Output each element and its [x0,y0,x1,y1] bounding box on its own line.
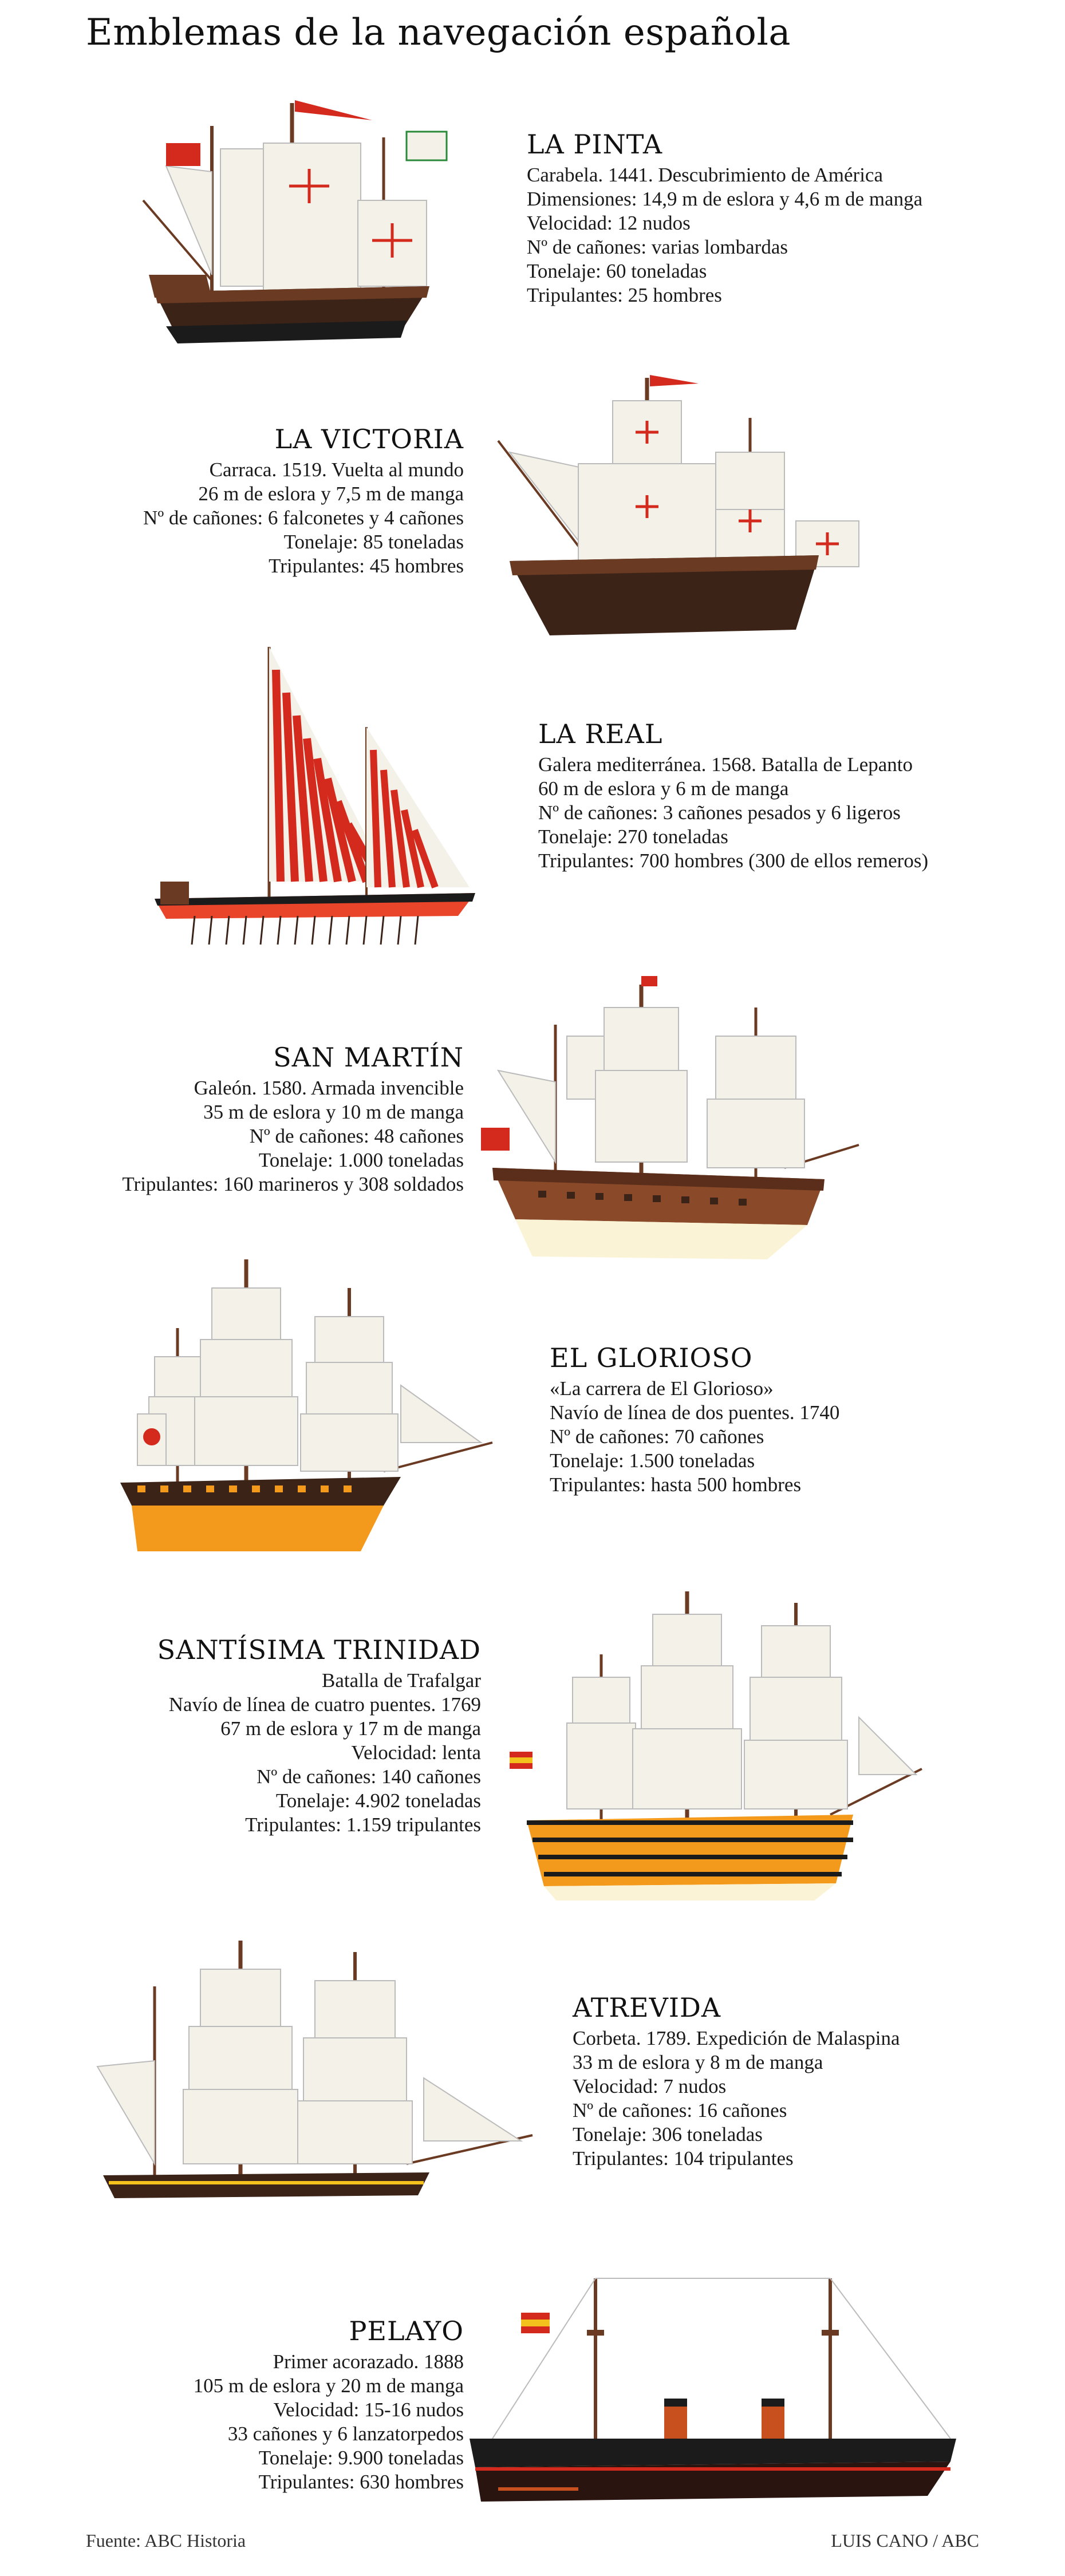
ship-detail: 67 m de eslora y 17 m de manga [220,1717,481,1740]
ship-name: LA VICTORIA [274,424,464,455]
ship-illustration-el-glorioso [115,1254,515,1563]
ship-illustration-atrevida [86,1935,544,2233]
ship-detail: Dimensiones: 14,9 m de eslora y 4,6 m de manga [527,188,923,210]
ship-illustration-santisima-trinidad [510,1580,939,1901]
ship-info-atrevida [573,1992,1008,2171]
ship-detail: 35 m de eslora y 10 m de manga [203,1101,464,1123]
ship-detail: Navío de línea de dos puentes. 1740 [550,1401,840,1424]
ship-detail: Primer acorazado. 1888 [273,2350,464,2373]
ship-detail: Nº de cañones: 48 cañones [249,1125,464,1147]
ship-illustration-san-martin [481,973,870,1271]
ship-detail: Tripulantes: 25 hombres [527,284,722,306]
ship-detail: Nº de cañones: 70 cañones [550,1425,764,1448]
ship-info-la-real [538,718,973,873]
ship-detail: Tonelaje: 4.902 toneladas [275,1789,481,1812]
ship-illustration-pelayo [458,2267,973,2513]
ship-detail: Tripulantes: 1.159 tripulantes [245,1814,481,1836]
source-caption: Fuente: ABC Historia [86,2530,246,2551]
ship-detail: Tonelaje: 1.500 toneladas [550,1449,755,1472]
ship-illustration-la-victoria [475,366,876,647]
ship-detail: Nº de cañones: 140 cañones [257,1765,481,1788]
ship-detail: 105 m de eslora y 20 m de manga [193,2374,464,2397]
ship-illustration-la-real [149,635,504,956]
ship-detail: 33 m de eslora y 8 m de manga [573,2051,823,2073]
ship-detail: Velocidad: 7 nudos [573,2075,727,2097]
ship-detail: 33 cañones y 6 lanzatorpedos [227,2423,464,2445]
ship-detail: Tripulantes: 45 hombres [269,555,464,577]
ship-detail: Galera mediterránea. 1568. Batalla de Lepanto [538,753,913,776]
ship-name: LA REAL [538,718,663,749]
ship-detail: Tonelaje: 85 toneladas [283,531,464,553]
ship-info-pelayo [29,2316,464,2494]
ship-detail: Corbeta. 1789. Expedición de Malaspina [573,2027,900,2049]
author-credit: LUIS CANO / ABC [831,2530,979,2551]
ship-detail: Tonelaje: 270 toneladas [538,825,728,848]
ship-detail: Velocidad: 12 nudos [527,212,691,234]
ship-detail: Tripulantes: hasta 500 hombres [550,1473,802,1496]
ship-name: EL GLORIOSO [550,1342,753,1373]
ship-info-la-pinta [527,129,962,307]
ship-detail: Tripulantes: 700 hombres (300 de ellos remeros) [538,850,929,872]
ship-info-santisima-trinidad [46,1634,481,1837]
ship-detail: Velocidad: lenta [351,1741,481,1764]
ship-detail: «La carrera de El Glorioso» [550,1377,774,1400]
ship-name: ATREVIDA [573,1992,721,2023]
ship-detail: Nº de cañones: varias lombardas [527,236,788,258]
page-title: Emblemas de la navegación española [86,11,791,54]
ship-info-san-martin [29,1042,464,1196]
ship-name: LA PINTA [527,129,663,160]
ship-detail: 60 m de eslora y 6 m de manga [538,777,789,800]
ship-detail: Navío de línea de cuatro puentes. 1769 [168,1693,481,1716]
ship-detail: Nº de cañones: 6 falconetes y 4 cañones [143,507,464,529]
ship-detail: Tonelaje: 9.900 toneladas [258,2447,464,2469]
ship-detail: Tripulantes: 104 tripulantes [573,2147,794,2170]
ship-name: SANTÍSIMA TRINIDAD [157,1634,481,1665]
ship-name: PELAYO [349,2316,464,2346]
ship-detail: Tonelaje: 306 toneladas [573,2123,763,2146]
ship-detail: Nº de cañones: 3 cañones pesados y 6 ligeros [538,801,901,824]
ship-detail: Carabela. 1441. Descubrimiento de América [527,164,883,186]
ship-name: SAN MARTÍN [273,1042,464,1073]
ship-detail: Tripulantes: 160 marineros y 308 soldados [122,1173,464,1195]
ship-detail: Nº de cañones: 16 cañones [573,2099,787,2121]
ship-detail: 26 m de eslora y 7,5 m de manga [198,483,464,505]
ship-illustration-la-pinta [132,86,452,361]
ship-detail: Carraca. 1519. Vuelta al mundo [209,459,464,481]
ship-detail: Batalla de Trafalgar [322,1669,481,1692]
ship-detail: Tonelaje: 60 toneladas [527,260,707,282]
ship-detail: Galeón. 1580. Armada invencible [194,1077,464,1099]
ship-detail: Velocidad: 15-16 nudos [273,2399,464,2421]
ship-detail: Tripulantes: 630 hombres [258,2471,464,2493]
ship-info-la-victoria [29,424,464,578]
ship-detail: Tonelaje: 1.000 toneladas [258,1149,464,1171]
ship-info-el-glorioso [550,1342,985,1497]
